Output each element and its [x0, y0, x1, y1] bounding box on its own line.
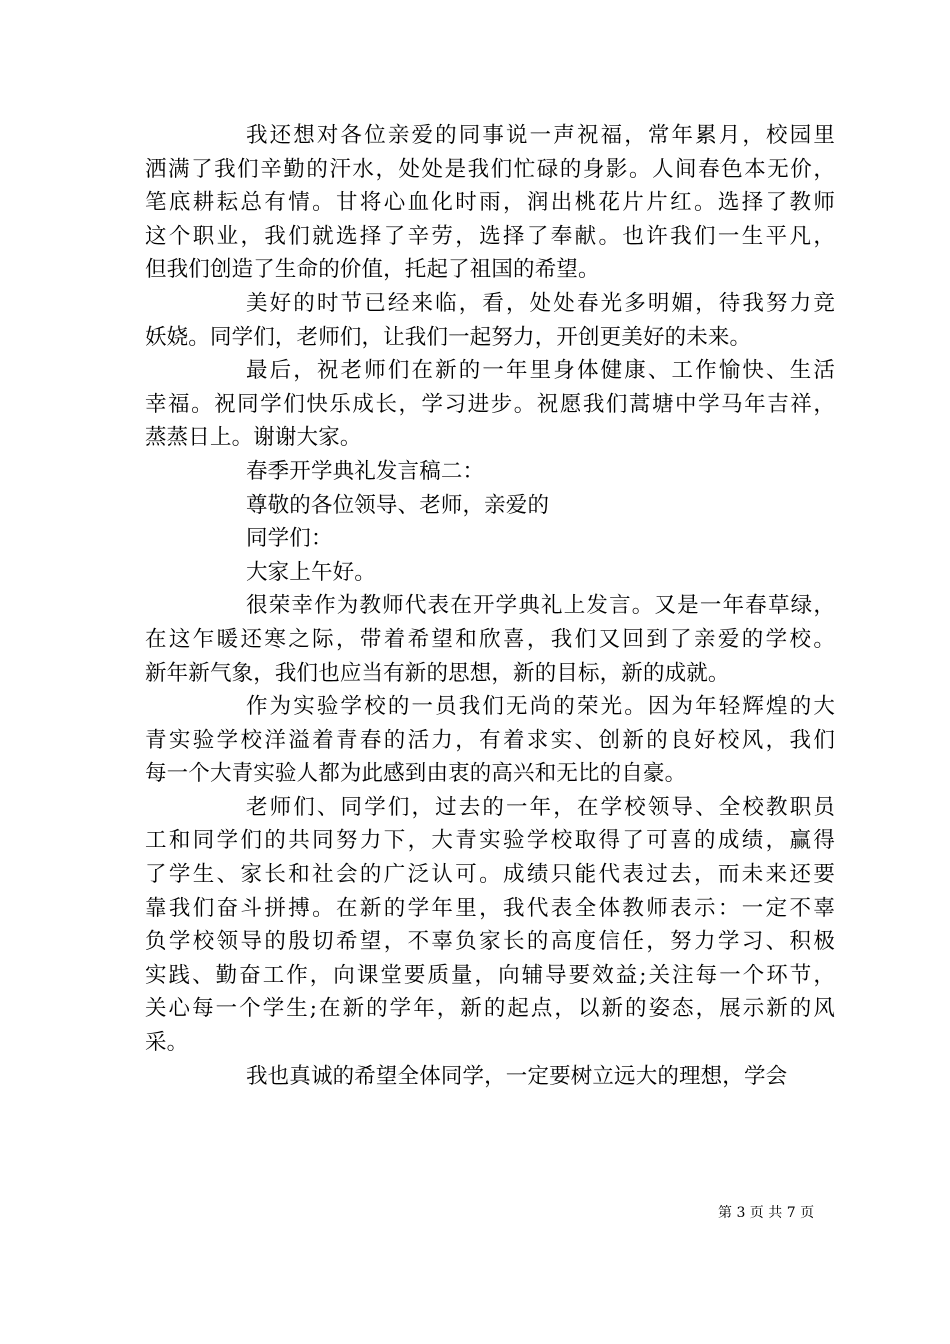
text-line: 新年新气象，我们也应当有新的思想，新的目标，新的成就。 — [145, 660, 730, 686]
text-line: 青实验学校洋溢着青春的活力，有着求实、创新的良好校风，我们 — [145, 727, 835, 753]
text-line: 这个职业，我们就选择了辛劳，选择了奉献。也许我们一生平凡， — [145, 223, 835, 249]
text-line: 每一个大青实验人都为此感到由衷的高兴和无比的自豪。 — [145, 761, 687, 787]
text-line: 美好的时节已经来临，看，处处春光多明媚，待我努力竞 — [246, 290, 835, 316]
paragraph-p10 — [145, 791, 835, 1060]
text-line: 作为实验学校的一员我们无尚的荣光。因为年轻辉煌的大 — [246, 694, 835, 720]
paragraph-p11 — [145, 1060, 835, 1094]
page-number-footer: 第 3 页 共 7 页 — [718, 1205, 815, 1221]
paragraph-p9 — [145, 690, 835, 791]
text-line: 我也真诚的希望全体同学，一定要树立远大的理想，学会 — [246, 1063, 788, 1089]
text-line: 春季开学典礼发言稿二： — [246, 458, 485, 484]
text-line: 靠我们奋斗拼搏。在新的学年里，我代表全体教师表示：一定不辜 — [145, 895, 835, 921]
text-line: 大家上午好。 — [246, 559, 376, 585]
text-line: 了学生、家长和社会的广泛认可。成绩只能代表过去，而未来还要 — [145, 862, 835, 888]
text-line: 我还想对各位亲爱的同事说一声祝福，常年累月，校园里 — [246, 123, 835, 148]
paragraph-p1 — [145, 119, 835, 287]
paragraph-p4 — [145, 455, 835, 489]
text-line: 蒸蒸日上。谢谢大家。 — [145, 425, 362, 451]
paragraph-p2 — [145, 287, 835, 354]
text-line: 工和同学们的共同努力下，大青实验学校取得了可喜的成绩，赢得 — [145, 828, 835, 854]
text-line: 实践、勤奋工作，向课堂要质量，向辅导要效益;关注每一个环节， — [145, 962, 835, 988]
body-text — [145, 119, 835, 1093]
text-line: 关心每一个学生;在新的学年，新的起点，以新的姿态，展示新的风 — [145, 996, 835, 1022]
text-line: 负学校领导的殷切希望，不辜负家长的高度信任，努力学习、积极 — [145, 929, 835, 955]
text-line: 老师们、同学们，过去的一年，在学校领导、全校教职员 — [246, 794, 835, 820]
text-line: 幸福。祝同学们快乐成长，学习进步。祝愿我们蒿塘中学马年吉祥， — [145, 391, 835, 417]
text-line: 采。 — [145, 1030, 189, 1056]
text-line: 洒满了我们辛勤的汗水，处处是我们忙碌的身影。人间春色本无价， — [145, 156, 835, 182]
text-line: 但我们创造了生命的价值，托起了祖国的希望。 — [145, 257, 600, 283]
text-line: 最后，祝老师们在新的一年里身体健康、工作愉快、生活 — [246, 358, 835, 384]
text-line: 很荣幸作为教师代表在开学典礼上发言。又是一年春草绿， — [246, 593, 835, 619]
text-line: 在这乍暖还寒之际，带着希望和欣喜，我们又回到了亲爱的学校。 — [145, 626, 835, 652]
paragraph-p6 — [145, 522, 835, 556]
text-line: 笔底耕耘总有情。甘将心血化时雨，润出桃花片片红。选择了教师 — [145, 190, 835, 216]
paragraph-p3 — [145, 354, 835, 455]
text-line: 妖娆。同学们，老师们，让我们一起努力，开创更美好的未来。 — [145, 324, 752, 350]
paragraph-p8 — [145, 589, 835, 690]
text-line: 尊敬的各位领导、老师，亲爱的 — [246, 492, 550, 518]
text-line: 同学们： — [246, 526, 333, 552]
paragraph-p5 — [145, 489, 835, 523]
paragraph-p7 — [145, 556, 835, 590]
